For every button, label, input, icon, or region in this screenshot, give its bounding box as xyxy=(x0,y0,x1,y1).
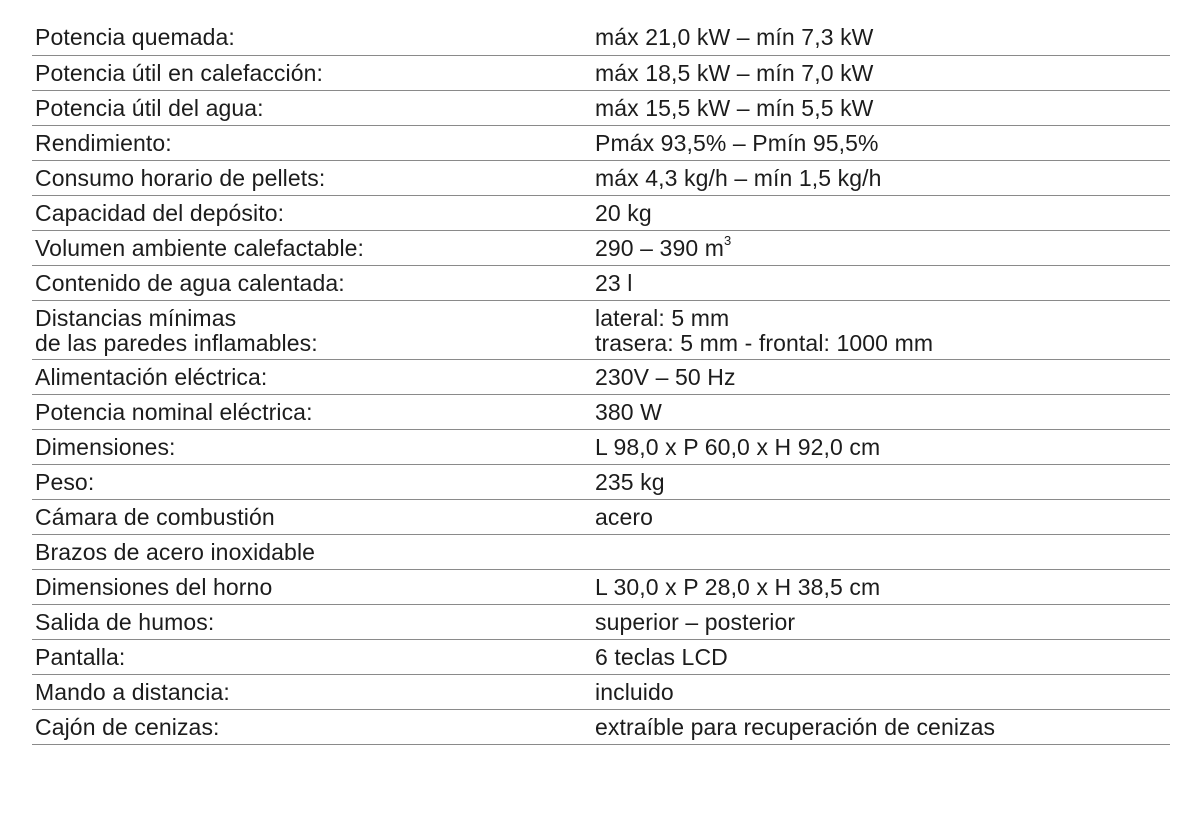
value-text: 290 – 390 m xyxy=(595,235,724,261)
row-value: 380 W xyxy=(595,399,662,425)
row-label: Alimentación eléctrica: xyxy=(35,364,268,390)
spec-table xyxy=(32,20,1170,745)
row-label: Peso: xyxy=(35,469,95,495)
row-value: máx 18,5 kW – mín 7,0 kW xyxy=(595,60,874,86)
row-value xyxy=(595,231,1170,261)
table-row xyxy=(32,20,1170,55)
row-value: 20 kg xyxy=(595,200,652,226)
table-row xyxy=(32,265,1170,300)
row-label: Potencia útil del agua: xyxy=(35,95,264,121)
row-label: Cajón de cenizas: xyxy=(35,714,220,740)
row-value: lateral: 5 mm trasera: 5 mm - frontal: 1000 mm xyxy=(595,305,934,356)
table-row xyxy=(32,359,1170,394)
row-label: Rendimiento: xyxy=(35,130,172,156)
row-value xyxy=(595,535,1170,540)
table-row xyxy=(32,429,1170,464)
row-label: Cámara de combustión xyxy=(35,504,275,530)
table-row xyxy=(32,230,1170,265)
table-row xyxy=(32,160,1170,195)
table-row xyxy=(32,499,1170,534)
row-label: Salida de humos: xyxy=(35,609,215,635)
table-row xyxy=(32,300,1170,359)
row-value: L 30,0 x P 28,0 x H 38,5 cm xyxy=(595,574,881,600)
row-value: 23 l xyxy=(595,270,633,296)
row-value: superior – posterior xyxy=(595,609,796,635)
table-row xyxy=(32,604,1170,639)
row-value: Pmáx 93,5% – Pmín 95,5% xyxy=(595,130,879,156)
row-label: Potencia útil en calefacción: xyxy=(35,60,324,86)
table-row xyxy=(32,195,1170,230)
table-row xyxy=(32,674,1170,709)
row-value: 6 teclas LCD xyxy=(595,644,728,670)
row-label: Consumo horario de pellets: xyxy=(35,165,326,191)
superscript: 3 xyxy=(723,233,732,249)
row-value: 235 kg xyxy=(595,469,665,495)
row-label: Dimensiones del horno xyxy=(35,574,273,600)
row-value: extraíble para recuperación de cenizas xyxy=(595,714,996,740)
row-label: Pantalla: xyxy=(35,644,126,670)
row-label: Brazos de acero inoxidable xyxy=(35,539,316,565)
row-value: acero xyxy=(595,504,654,530)
table-row xyxy=(32,639,1170,674)
row-value: máx 4,3 kg/h – mín 1,5 kg/h xyxy=(595,165,882,191)
row-value: 230V – 50 Hz xyxy=(595,364,736,390)
row-label: Dimensiones: xyxy=(35,434,176,460)
row-label: Capacidad del depósito: xyxy=(35,200,285,226)
row-label: Potencia quemada: xyxy=(35,24,235,50)
row-label: Mando a distancia: xyxy=(35,679,230,705)
row-label: Contenido de agua calentada: xyxy=(35,270,345,296)
row-label: Potencia nominal eléctrica: xyxy=(35,399,313,425)
row-value: máx 15,5 kW – mín 5,5 kW xyxy=(595,95,874,121)
table-row xyxy=(32,55,1170,90)
row-label: Distancias mínimas de las paredes inflamables: xyxy=(35,305,318,356)
table-row xyxy=(32,464,1170,499)
row-value: incluido xyxy=(595,679,674,705)
row-value: L 98,0 x P 60,0 x H 92,0 cm xyxy=(595,434,881,460)
table-row xyxy=(32,709,1170,744)
table-row xyxy=(32,90,1170,125)
row-value: máx 21,0 kW – mín 7,3 kW xyxy=(595,24,874,50)
row-label: Volumen ambiente calefactable: xyxy=(35,235,365,261)
table-row xyxy=(32,125,1170,160)
table-row xyxy=(32,534,1170,569)
table-row xyxy=(32,569,1170,604)
table-row xyxy=(32,394,1170,429)
